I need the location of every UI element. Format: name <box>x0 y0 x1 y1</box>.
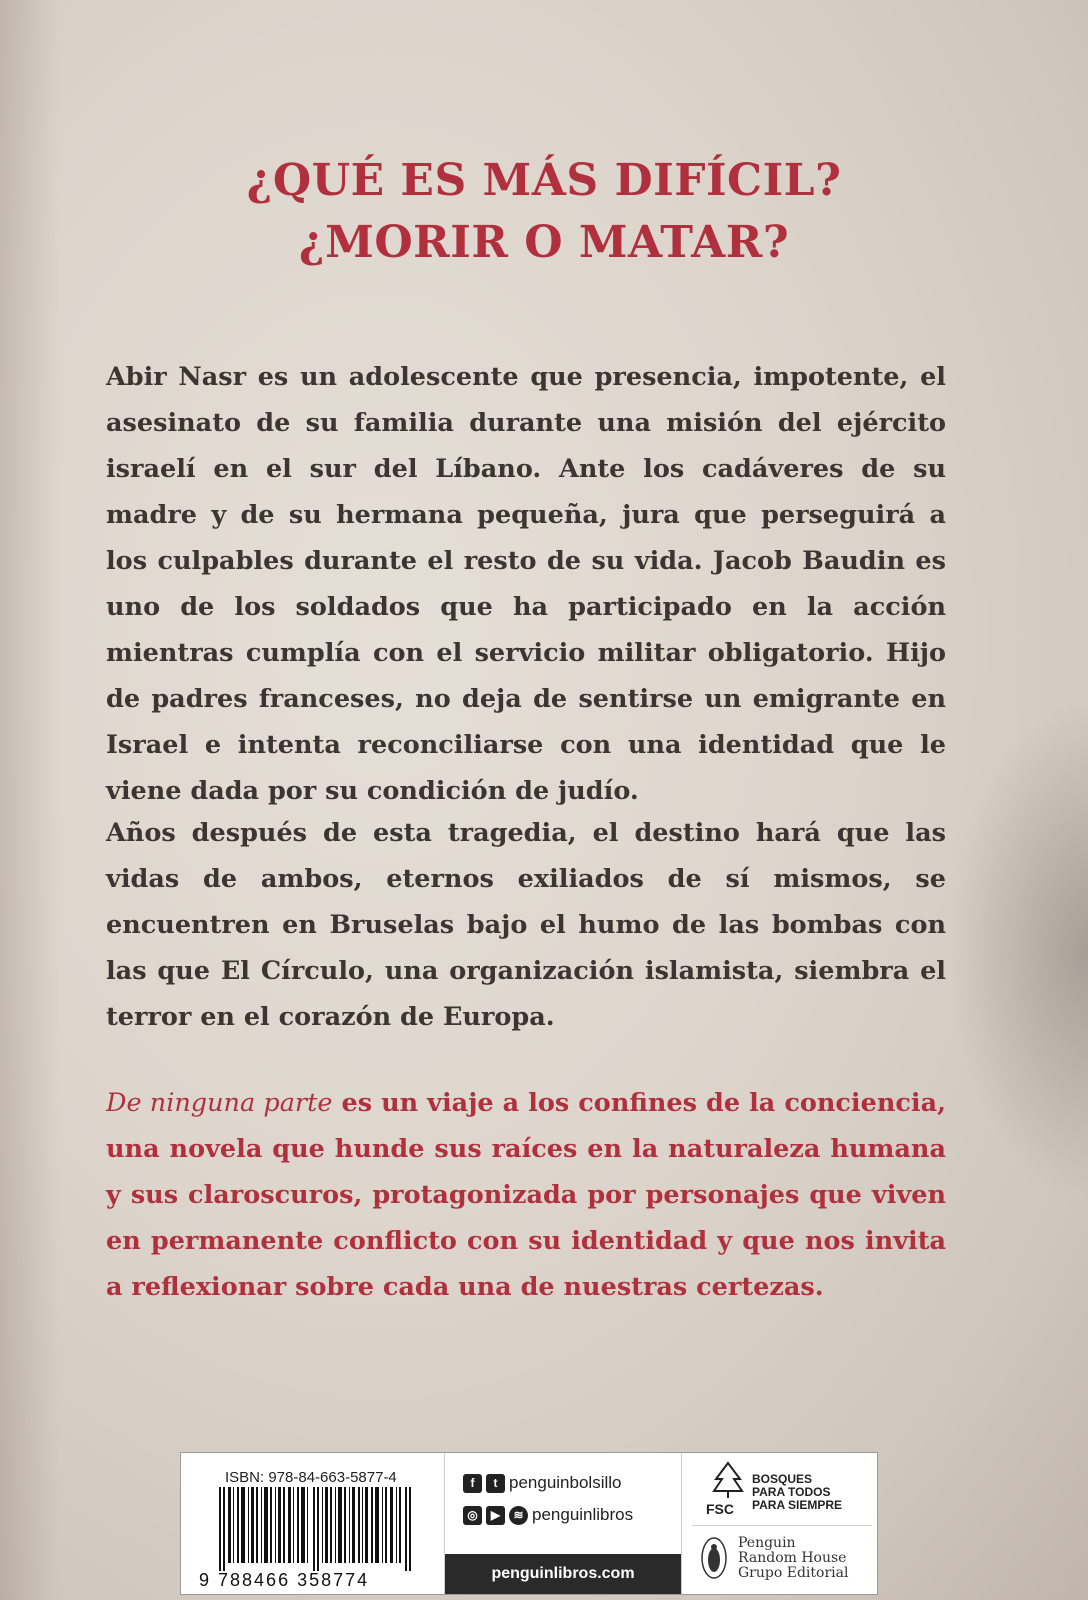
fsc-logo <box>692 1459 872 1521</box>
barcode-digits: 9 788466 358774 <box>199 1570 370 1590</box>
synopsis-paragraph-1: Abir Nasr es un adolescente que presencia, impotente, el asesinato de su familia durante una misión del ejército israelí en el sur del Líbano. Ante los cadáveres de su madre y de su hermana pequeña, jura que perseguirá a los culpables durante el resto de su vida. Jacob Baudin es uno de los soldados que ha participado en la acción mientras cumplía con el servicio militar obligatorio. Hijo de padres franceses, no deja de sentirse un emigrante en Israel e intenta reconciliarse con una identidad que le viene dada por su condición de judío. <box>106 362 946 806</box>
bosques-line-3: PARA SIEMPRE <box>752 1498 843 1512</box>
social-handle-penguinbolsillo: penguinbolsillo <box>509 1473 622 1492</box>
publisher-logo <box>692 1525 872 1590</box>
barcode-icon <box>219 1487 415 1571</box>
social-row-1 <box>463 1473 621 1493</box>
publisher-line-1: Penguin <box>738 1535 796 1551</box>
isbn-label: ISBN: 978-84-663-5877-4 <box>225 1469 397 1486</box>
fsc-tree-icon <box>710 1461 746 1499</box>
bosques-slogan <box>752 1473 842 1512</box>
instagram-icon: ◎ <box>463 1506 482 1525</box>
publisher-line-2: Random House <box>738 1550 847 1566</box>
headline <box>0 150 1088 274</box>
synopsis-paragraph-2: Años después de esta tragedia, el destino hará que las vidas de ambos, eternos exiliados de sí mismos, se encuentren en Bruselas bajo el humo de las bombas con las que El Círculo, una organización islamista, siembra el terror en el corazón de Europa. <box>106 818 946 1032</box>
website-url: penguinlibros.com <box>445 1554 681 1594</box>
spotify-icon: ≋ <box>509 1506 528 1525</box>
social-row-2 <box>463 1505 633 1525</box>
fsc-label: FSC <box>706 1501 734 1517</box>
logos-section <box>681 1453 878 1594</box>
publisher-name <box>738 1536 848 1581</box>
social-handle-penguinlibros: penguinlibros <box>532 1505 634 1524</box>
publisher-line-3: Grupo Editorial <box>738 1565 849 1581</box>
youtube-icon: ▶ <box>486 1506 505 1525</box>
book-title-italic: De ninguna parte <box>106 1088 333 1118</box>
back-cover-info-box <box>180 1452 878 1595</box>
synopsis-paragraph-3-text: es un viaje a los confines de la conciencia, una novela que hunde sus raíces en la naturaleza humana y sus claroscuros, protagonizada por personajes que viven en permanente conflicto con su identidad y que nos invita a reflexionar sobre cada una de nuestras certezas. <box>106 1088 946 1302</box>
social-section <box>444 1453 681 1594</box>
facebook-icon: f <box>463 1474 482 1493</box>
synopsis-paragraph-3 <box>106 1080 946 1310</box>
headline-line-2: ¿MORIR O MATAR? <box>298 217 790 268</box>
cover-stain-shadow <box>948 700 1088 1200</box>
bosques-line-2: PARA TODOS <box>752 1485 831 1499</box>
bosques-line-1: BOSQUES <box>752 1472 813 1486</box>
barcode-section <box>181 1453 443 1594</box>
headline-line-1: ¿QUÉ ES MÁS DIFÍCIL? <box>246 155 842 206</box>
penguin-logo-icon <box>700 1536 728 1580</box>
twitter-icon: t <box>486 1474 505 1493</box>
